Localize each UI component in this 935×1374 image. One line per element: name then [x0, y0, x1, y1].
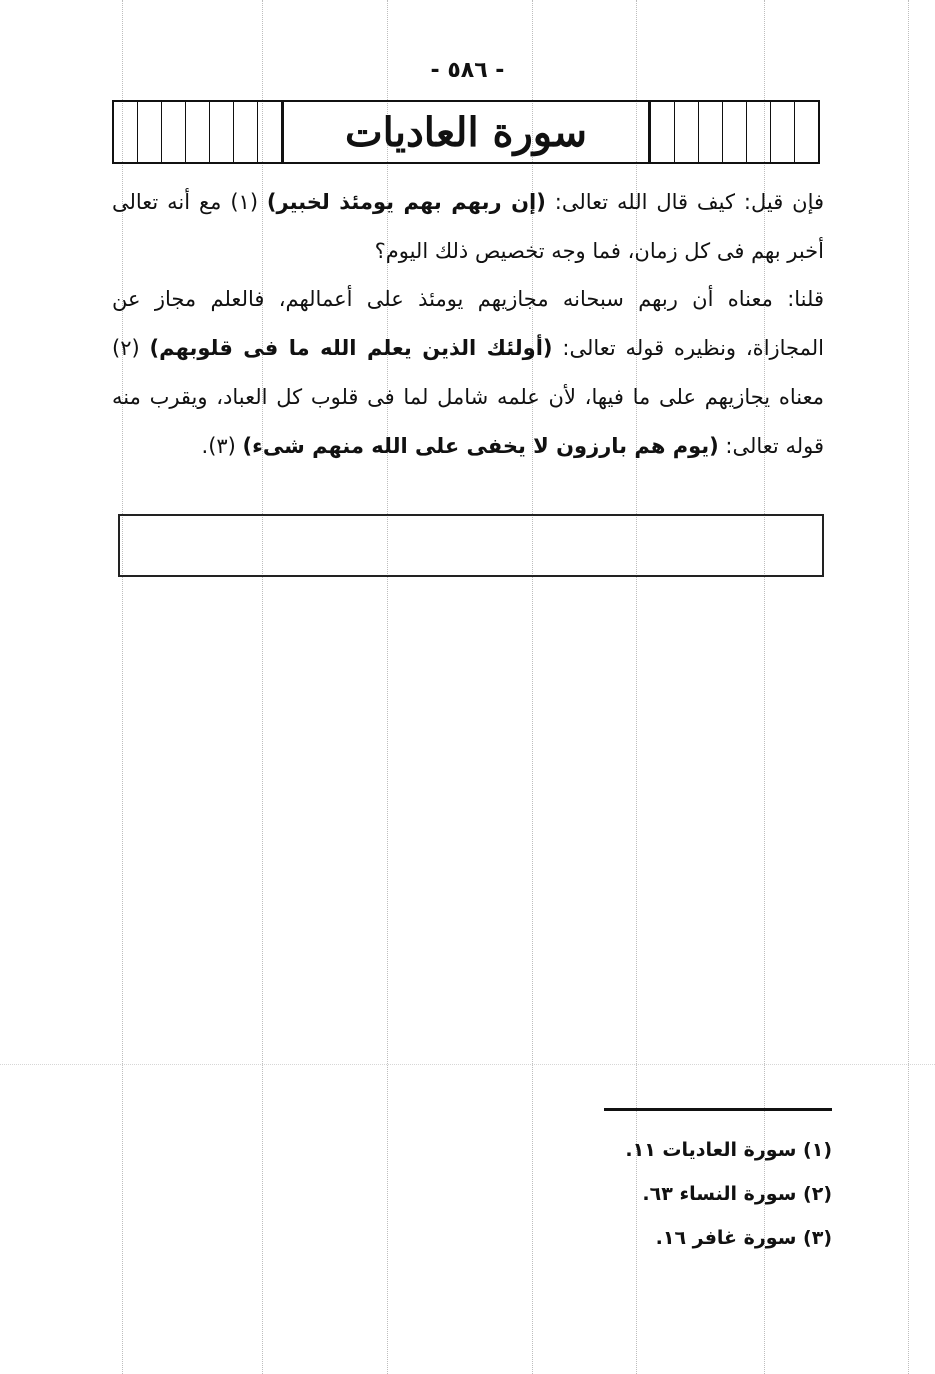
footnotes: [560, 1128, 832, 1260]
answer-text: قلنا: معناه أن ربهم سبحانه مجازيهم يومئذ على أعمالهم، فالعلم مجاز عن المجازاة، ونظيره قوله تعالى:: [112, 287, 824, 361]
title-frame-right-cells: [650, 102, 818, 162]
page-number: - ٥٨٦ -: [430, 58, 505, 83]
quran-quote: (أولئك الذين يعلم الله ما فى قلوبهم): [149, 336, 553, 361]
question-text: مع أنه تعالى أخبر بهم فى كل زمان، فما وجه تخصيص ذلك اليوم؟: [112, 190, 824, 263]
answer-paragraph: [112, 275, 824, 470]
footnote-item: (٣) سورة غافر ١٦.: [655, 1227, 832, 1249]
footnote-item: (٢) سورة النساء ٦٣.: [642, 1183, 832, 1205]
answer-text: معناه يجازيهم على ما فيها، لأن علمه شامل لما فى قلوب كل العباد، ويقرب منه قوله تعالى:: [112, 384, 824, 458]
question-paragraph: [112, 178, 824, 275]
surah-title-frame: [112, 100, 820, 164]
footnote-item: (١) سورة العاديات ١١.: [625, 1139, 832, 1161]
footnote-ref: (٣).: [201, 433, 243, 458]
scan-guide-line: [0, 1064, 935, 1065]
scan-guide-line: [908, 0, 909, 1374]
footnote-ref: (٢): [112, 336, 150, 361]
title-frame-left-cells: [114, 102, 282, 162]
footnote-separator: [604, 1108, 832, 1111]
commentary-body: [112, 178, 824, 470]
surah-title: سورة العاديات: [345, 108, 587, 156]
title-frame-center: [282, 102, 650, 162]
quran-quote: (يوم هم بارزون لا يخفى على الله منهم شىء): [242, 433, 719, 458]
quran-quote: (إن ربهم بهم يومئذ لخبير): [266, 190, 546, 214]
footnote-ref: (١): [221, 190, 267, 214]
empty-frame-box: [118, 514, 824, 577]
question-text: فإن قيل: كيف قال الله تعالى:: [545, 190, 824, 214]
